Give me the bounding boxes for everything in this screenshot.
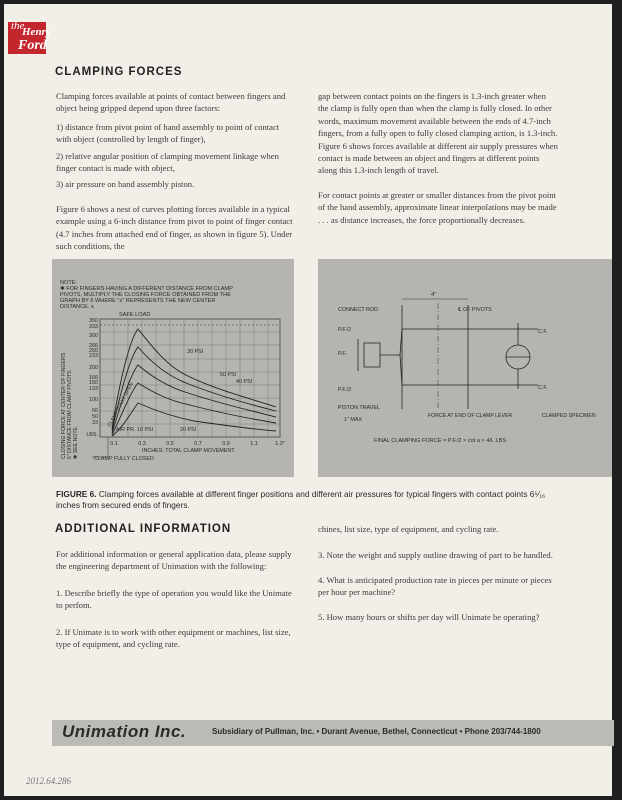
logo-ford: Ford xyxy=(18,38,47,53)
request-item-5: 5. How many hours or shifts per day will Unimate be operating? xyxy=(318,611,540,622)
note-line-1: NOTE: xyxy=(60,280,78,286)
clamping-figure-paragraph: Figure 6 shows a nest of curves plotting forces available in a typical example using a 6-inch distance from pivot to point of finger contact (4.7 inches from attached end of finger, as shown in figure 5). Under such conditions, the xyxy=(56,203,293,252)
label-20psi: 20 PSI xyxy=(180,427,197,433)
max-travel-label: 1" MAX xyxy=(344,417,363,423)
clamped-specimen-label: CLAMPED SPECIMEN xyxy=(542,413,596,419)
xtick-0-9: 0.9 xyxy=(222,441,230,447)
ytick-50: 50 xyxy=(92,414,98,420)
final-clamping-force-formula: FINAL CLAMPING FORCE = P.F./2 × cot a × 4/L LBS xyxy=(374,438,507,444)
note-line-5: DISTANCE. x xyxy=(60,304,94,310)
figure-diagram-panel xyxy=(318,259,612,477)
clamp-fully-open-label: CLAMP FULLY OPEN xyxy=(106,381,135,428)
xtick-0-3: 0.3 xyxy=(138,441,146,447)
clamp-closed-arrow xyxy=(92,437,108,457)
force-at-end-label: FORCE AT END OF CLAMP LEVER xyxy=(428,413,513,419)
xtick-0-1: 0.1 xyxy=(110,441,118,447)
unimation-brand: Unimation Inc. xyxy=(62,722,187,741)
ytick-333: 333 xyxy=(89,324,98,330)
request-item-3: 3. Note the weight and supply outline drawing of part to be handled. xyxy=(318,550,553,561)
footer-banner xyxy=(52,720,614,746)
clamping-right-column xyxy=(318,90,558,232)
clamping-forces-heading: CLAMPING FORCES xyxy=(55,66,183,78)
ytick-300: 300 xyxy=(89,333,98,339)
ytick-lbs: LBS. xyxy=(86,432,98,438)
factor-2: 2) relative angular position of clamping movement linkage when finger contact is made with object, xyxy=(56,150,279,174)
document-page xyxy=(4,4,612,796)
logo-henry: Henry xyxy=(22,26,51,38)
label-40psi: 40 PSI xyxy=(236,379,253,385)
clamping-force-graph xyxy=(52,259,294,477)
x-axis-label: INCHES: TOTAL CLAMP MOVEMENT. xyxy=(142,448,236,454)
piston-travel-label: PISTON TRAVEL xyxy=(338,405,380,411)
clamping-interpolation-paragraph: For contact points at greater or smaller distances from the pivot point of the hand assembly, approximate linear interpolations may be made . . . as distance increases, the force proportionally decreases. xyxy=(318,189,557,225)
mechanism-lines xyxy=(358,305,538,409)
additional-left-column xyxy=(56,548,298,650)
ytick-33: 33 xyxy=(92,420,98,426)
ytick-133: 133 xyxy=(89,386,98,392)
y-label-line-3: ✱ SEE NOTE. xyxy=(73,425,79,459)
note-line-4: GRAPH BY 6 WHERE "x" REPRESENTS THE NEW CENTER xyxy=(60,298,216,304)
ytick-266: 266 xyxy=(89,343,98,349)
request-item-2-continued: chines, list size, type of equipment, and cycling rate. xyxy=(318,524,499,534)
xtick-1-3: 1.3" xyxy=(275,441,285,447)
factor-1: 1) distance from pivot point of hand assembly to point of contact with object (controlled by length of finger), xyxy=(56,121,280,145)
note-line-3: PIVOTS, MULTIPLY THE CLOSING FORCE OBTAINED FROM THE xyxy=(60,292,231,298)
ytick-250: 250 xyxy=(89,348,98,354)
henry-ford-logo xyxy=(8,20,51,54)
ytick-150: 150 xyxy=(89,380,98,386)
y-axis-label xyxy=(61,352,79,459)
ytick-100: 100 xyxy=(89,397,98,403)
clamping-intro: Clamping forces available at points of contact between fingers and object being gripped depend upon three factors: xyxy=(56,91,286,114)
clamping-left-column xyxy=(56,90,296,258)
xtick-1-1: 1.1 xyxy=(250,441,258,447)
additional-information-heading: ADDITIONAL INFORMATION xyxy=(55,523,232,535)
company-address: Subsidiary of Pullman, Inc. • Durant Avenue, Bethel, Connecticut • Phone 203/744-1800 xyxy=(212,727,541,736)
note-line-2: ✱ FOR FINGERS HAVING A DIFFERENT DISTANCE FROM CLAMP xyxy=(60,286,233,292)
ytick-66: 66 xyxy=(92,408,98,414)
label-50psi: 50 PSI xyxy=(220,372,237,378)
logo-the: the xyxy=(11,20,25,32)
y-label-line-1: CLOSING FORCE AT CENTER OF FINGERS xyxy=(61,352,67,459)
cf-top-label: C.F. xyxy=(538,329,548,335)
figure-graph-panel xyxy=(52,259,294,477)
xtick-0-7: 0.7 xyxy=(194,441,202,447)
request-item-4: 4. What is anticipated production rate in pieces per minute or pieces per hour per machine? xyxy=(318,574,552,598)
accession-number: 2012.64.286 xyxy=(26,776,71,786)
factor-3: 3) air pressure on hand assembly piston. xyxy=(56,179,195,190)
y-label-line-2: 6" DISTANCE FROM CLAMP PIVOTS. xyxy=(67,369,73,459)
ytick-350: 350 xyxy=(89,318,98,324)
label-10psi: AIR PR. 10 PSI xyxy=(116,427,154,433)
ytick-200: 200 xyxy=(89,365,98,371)
pf2-bottom-label: P.F./2 xyxy=(338,387,352,393)
connect-rod-label: CONNECT ROD xyxy=(338,307,379,313)
ytick-233: 233 xyxy=(89,353,98,359)
label-30psi: 30 PSI xyxy=(187,349,204,355)
cf-bottom-label: C.F. xyxy=(538,385,548,391)
pf2-top-label: P.F./2 xyxy=(338,327,352,333)
clamp-fully-closed-label: CLAMP FULLY CLOSED xyxy=(94,456,154,462)
xtick-0-5: 0.5 xyxy=(166,441,174,447)
clamping-gap-paragraph: gap between contact points on the fingers is 1.3-inch greater when the clamp is fully open than when the clamp is fully closed. In other words, maximum movement available between the ends of 4.7-inch fingers, from a fully open to fully closed clamping action, is 1.3-inch. Figure 6 shows forces available at different air supply pressures when contact is made between an object and fingers at different points along this 1.3-inch length of travel. xyxy=(318,91,558,176)
ytick-166: 166 xyxy=(89,375,98,381)
of-pivots-label: ℄ OF PIVOTS xyxy=(458,307,492,313)
request-item-1: 1. Describe briefly the type of operation you would like the Unimate to perfom. xyxy=(56,587,292,611)
figure-caption xyxy=(56,489,556,510)
figure-caption-text: Clamping forces available at different finger positions and different air pressures for typical fingers with contact points 6⁵⁄₁₆ inches from secured ends of fingers. xyxy=(56,489,546,510)
additional-right-column xyxy=(318,523,560,627)
pf-label: P.F. xyxy=(338,351,347,357)
safe-load-label: SAFE LOAD xyxy=(119,312,151,318)
dimension-label: 4" xyxy=(431,292,437,298)
additional-intro: For additional information or general application data, please supply the engineering department of Unimation with the following: xyxy=(56,549,292,572)
figure-caption-label: FIGURE 6. xyxy=(56,489,97,499)
request-item-2: 2. If Unimate is to work with other equipment or machines, list size, type of equipment, and cycling rate. xyxy=(56,626,291,650)
clamp-mechanism-diagram xyxy=(318,259,612,477)
